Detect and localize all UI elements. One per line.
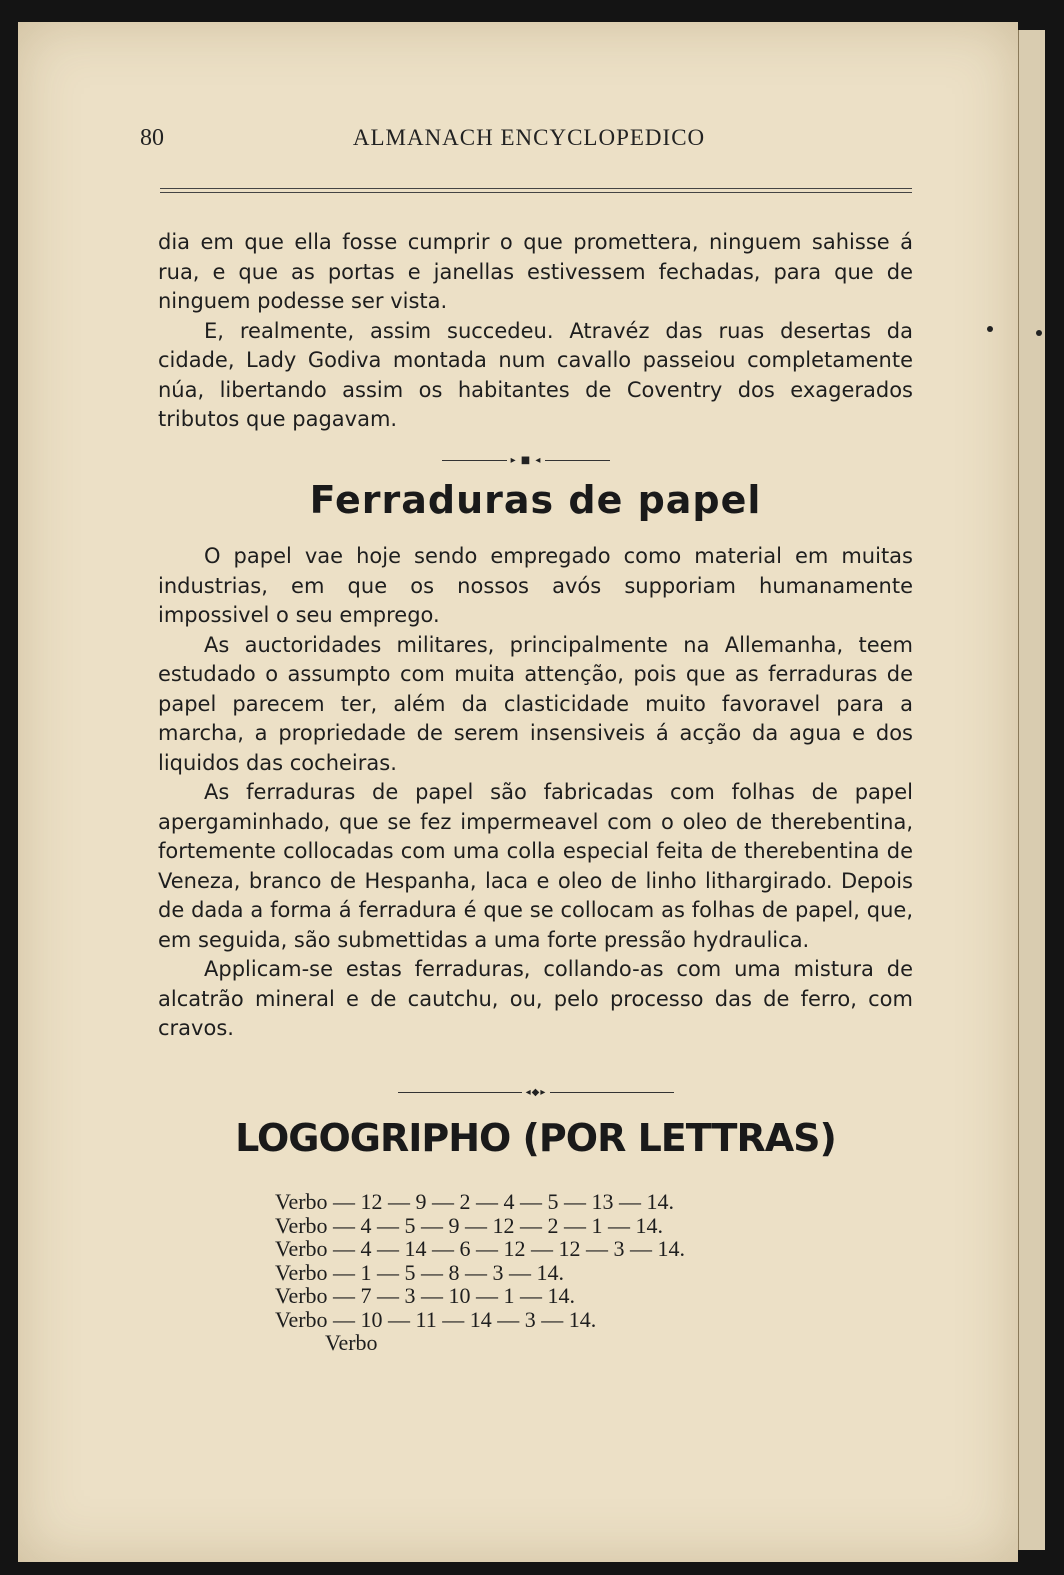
ornament-line [550,1092,674,1093]
ornament-line [442,460,507,461]
paper-speck [1036,330,1042,336]
article-paragraph: Applicam-se estas ferraduras, collando-as com uma mistura de alcatrão mineral e de cautchu, ou, pelo processo das de ferro, com cravos. [158,957,913,1040]
ornament-glyph: ◂◆▸ [525,1086,547,1098]
ornament-line [398,1092,522,1093]
logogripho-last-line: Verbo [325,1330,378,1355]
logogripho-line: Verbo — 12 — 9 — 2 — 4 — 5 — 13 — 14. [275,1189,675,1214]
article-paragraph: As auctoridades militares, principalmente na Allemanha, teem estudado o assumpto com muita attenção, pois que as ferraduras de papel parecem ter, além da clasticidade muito favoravel para a marcha, a propriedade de serem insensiveis á acção da agua e dos liquidos das cocheiras. [158,632,913,775]
intro-paragraph: E, realmente, assim succedeu. Atravéz das ruas desertas da cidade, Lady Godiva montada num cavallo passeiou completamente núa, libertando assim os habitantes de Coventry dos exagerados tributos que pagavam. [158,318,913,431]
section-ornament [442,455,610,465]
logogripho-title: LOGOGRIPHO (POR LETTRAS) [235,1116,836,1160]
intro-paragraph: dia em que ella fosse cumprir o que promettera, ninguem sahisse á rua, e que as portas e janellas estivessem fechadas, para que de ninguem podesse ser vista. [158,230,913,313]
section-ornament [398,1087,674,1097]
running-title: ALMANACH ENCYCLOPEDICO [352,125,706,150]
article-paragraph: As ferraduras de papel são fabricadas com folhas de papel apergaminhado, que se fez impermeavel com o oleo de therebentina, fortemente collocadas com uma colla especial feita de therebentina de Veneza, branco de Hespanha, laca e oleo de linho lithargirado. Depois de dada a forma á ferradura é que se collocam as folhas de papel, que, em seguida, são submettidas a uma forte pressão hydraulica. [158,780,913,952]
logogripho-list [275,1190,685,1355]
ornament-line [545,460,610,461]
intro-text [158,228,913,435]
header-rule [160,188,912,193]
page-header [140,125,918,155]
article-body [158,542,913,1044]
logogripho-line: Verbo — 10 — 11 — 14 — 3 — 14. [275,1306,597,1332]
page-number: 80 [140,125,164,151]
logogripho-line: Verbo — 7 — 3 — 10 — 1 — 14. [275,1283,576,1308]
logogripho-line: Verbo — 4 — 5 — 9 — 12 — 2 — 1 — 14. [275,1212,664,1238]
logogripho-line: Verbo — 1 — 5 — 8 — 3 — 14. [275,1259,565,1285]
paper-speck [987,326,993,332]
next-page-edge [1018,30,1045,1550]
article-title: Ferraduras de papel [309,478,762,522]
ornament-glyph: ▸ ■ ◂ [510,454,542,466]
logogripho-line: Verbo — 4 — 14 — 6 — 12 — 12 — 3 — 14. [275,1236,686,1261]
article-paragraph: O papel vae hoje sendo empregado como material em muitas industrias, em que os nossos avós supporiam humanamente impossivel o seu emprego. [158,544,913,627]
